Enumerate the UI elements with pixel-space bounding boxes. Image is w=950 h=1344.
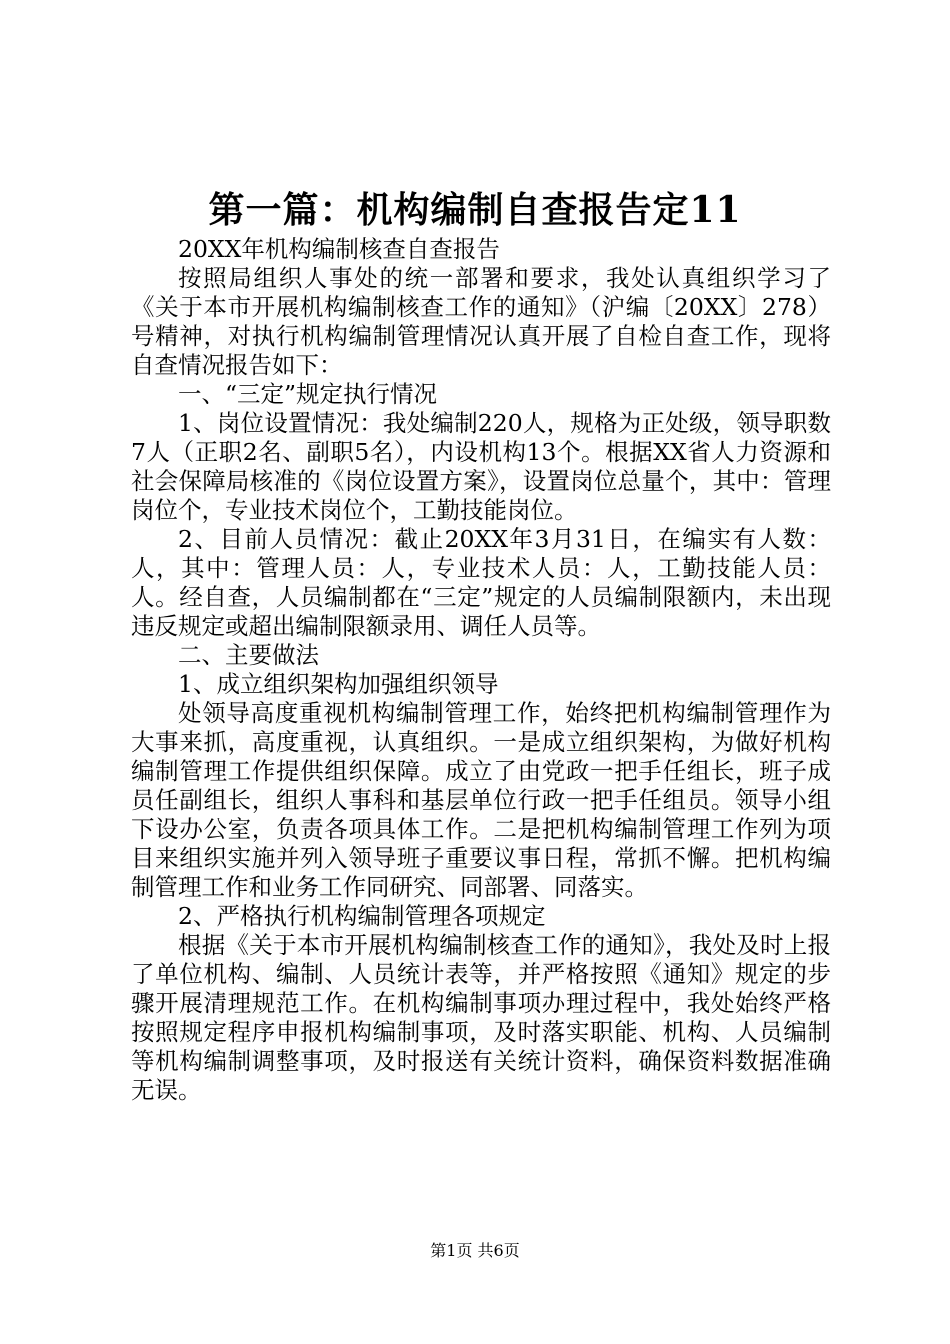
report-subtitle: 20XX年机构编制核查自查报告 <box>178 235 500 263</box>
subsection-heading-2: 2、严格执行机构编制管理各项规定 <box>178 902 546 930</box>
section-heading-1: 一、“三定”规定执行情况 <box>178 380 438 408</box>
document-body <box>131 235 831 1105</box>
intro-paragraph: 按照局组织人事处的统一部署和要求，我处认真组织学习了《关于本市开展机构编制核查工作的通知》（沪编〔20XX〕278）号精神，对执行机构编制管理情况认真开展了自检自查工作，现将自查情况报告如下： <box>131 264 831 379</box>
regulations-paragraph: 根据《关于本市开展机构编制核查工作的通知》，我处及时上报了单位机构、编制、人员统计表等，并严格按照《通知》规定的步骤开展清理规范工作。在机构编制事项办理过程中，我处始终严格按照规定程序申报机构编制事项，及时落实职能、机构、人员编制等机构编制调整事项，及时报送有关统计资料，确保资料数据准确无误。 <box>131 931 831 1104</box>
section-heading-2: 二、主要做法 <box>178 641 319 669</box>
subsection-heading-1: 1、成立组织架构加强组织领导 <box>178 670 499 698</box>
staff-status-paragraph: 2、目前人员情况：截止20XX年3月31日，在编实有人数：人，其中：管理人员：人，专业技术人员：人，工勤技能人员：人。经自查，人员编制都在“三定”规定的人员编制限额内，未出现违反规定或超出编制限额录用、调任人员等。 <box>131 525 831 640</box>
document-title: 第一篇：机构编制自查报告定11 <box>208 189 742 231</box>
page-footer: 第1页 共6页 <box>430 1241 520 1260</box>
post-setting-paragraph: 1、岗位设置情况：我处编制220人，规格为正处级，领导职数7人（正职2名、副职5名），内设机构13个。根据XX省人力资源和社会保障局核准的《岗位设置方案》，设置岗位总量个，其中：管理岗位个，专业技术岗位个，工勤技能岗位。 <box>131 409 831 524</box>
leadership-paragraph: 处领导高度重视机构编制管理工作，始终把机构编制管理作为大事来抓，高度重视，认真组织。一是成立组织架构，为做好机构编制管理工作提供组织保障。成立了由党政一把手任组长，班子成员任副组长，组织人事科和基层单位行政一把手任组员。领导小组下设办公室，负责各项具体工作。二是把机构编制管理工作列为项目来组织实施并列入领导班子重要议事日程，常抓不懈。把机构编制管理工作和业务工作同研究、同部署、同落实。 <box>131 699 831 901</box>
